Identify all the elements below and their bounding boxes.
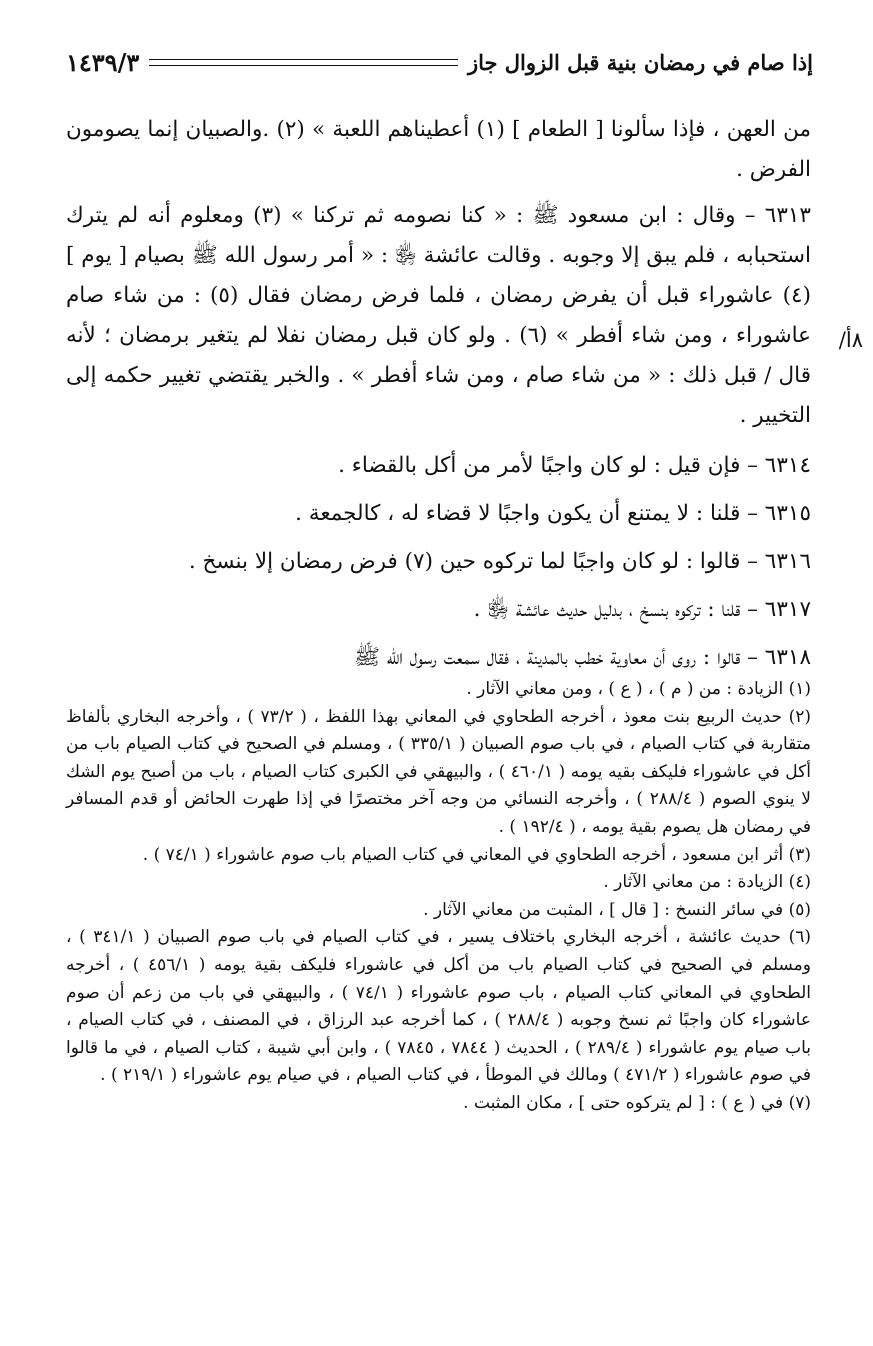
footnote-3: (٣) أثر ابن مسعود ، أخرجه الطحاوي في المعاني في كتاب الصيام باب صوم عاشوراء ( ٧٤/١ ) . [142,844,811,865]
paragraph-continuation: من العهن ، فإذا سألونا [ الطعام ] (١) أعطيناهم اللعبة » (٢) .والصبيان إنما يصومون الفرض . [66,117,811,182]
paragraph-6316: ٦٣١٦ – قالوا : لو كان واجبًا لما تركوه حين (٧) فرض رمضان إلا بنسخ . [188,549,811,574]
paragraph-6318: ٦٣١٨ – قالوا : روى أن معاوية خطب بالمدينة ، فقال سمعت رسول الله ﷺ [353,645,811,670]
paragraph-6315: ٦٣١٥ – قلنا : لا يمتنع أن يكون واجبًا لا قضاء له ، كالجمعة . [295,501,811,526]
margin-folio-note: /٨أ [838,328,863,352]
footnote-7: (٧) في ( ع ) : [ لم يتركوه حتى ] ، مكان المثبت . [463,1092,811,1113]
paragraph-6317: ٦٣١٧ – قلنا : تركوه بنسخ ، بدليل حديث عائشة ﵂ . [473,597,811,622]
main-text [66,110,811,682]
footnote-2: (٢) حديث الربيع بنت معوذ ، أخرجه الطحاوي في المعاني بهذا اللفظ ، ( ٧٣/٢ ) ، وأخرجه البخاري بألفاظ متقاربة في كتاب الصيام ، في باب صوم الصبيان ( ٣٣٥/١ ) ، ومسلم في الصحيح في كتاب الصيام باب من أكل في عاشوراء فليكف بقيه يومه ( ٤٦٠/١ ) ، والبيهقي في الكبرى كتاب الصيام ، باب من أصبح يوم الشك لا ينوي الصوم ( ٢٨٨/٤ ) ، وأخرجه النسائي من وجه آخر مختصرًا في إذا طهرت الحائض أو قدم المسافر في رمضان هل يصوم بقية يومه ، ( ١٩٢/٤ ) . [66,706,812,837]
page-number: ١٤٣٩/٣ [66,47,140,77]
footnote-1: (١) الزيادة : من ( م ) ، ( ع ) ، ومن معاني الآثار . [466,679,811,699]
footnote-separator [66,668,811,669]
header-rule [149,59,458,66]
running-header [66,42,813,82]
footnote-6: (٦) حديث عائشة ، أخرجه البخاري باختلاف يسير ، في كتاب الصيام في باب صوم الصبيان ( ٣٤١/١ ) ، ومسلم في الصحيح في كتاب الصيام باب من أكل في عاشوراء فليكف بقية يومه ( ٤٥٦/١ ) ، أخرجه الطحاوي في المعاني كتاب الصيام ، باب صوم عاشوراء ( ٧٤/١ ) ، والبيهقي في باب من زعم أن صوم عاشوراء كان واجبًا ثم نسخ وجوبه ( ٢٨٨/٤ ) ، كما أخرجه عبد الرزاق ، في المصنف ، في كتاب الصيام ، باب صيام يوم عاشوراء ( ٢٨٩/٤ ) ، الحديث ( ٧٨٤٤ ، ٧٨٤٥ ) ، وابن أبي شيبة ، كتاب الصيام ، في ما قالوا في صوم عاشوراء ( ٤٧١/٢ ) ومالك في الموطأ ، في كتاب الصيام ، في صيام يوم عاشوراء ( ٢١٩/١ ) . [66,927,812,1086]
footnote-4: (٤) الزيادة : من معاني الآثار . [603,872,811,893]
footnote-5: (٥) في سائر النسخ : [ قال ] ، المثبت من معاني الآثار . [423,899,811,920]
paragraph-6313: ٦٣١٣ – وقال : ابن مسعود ﷺ : « كنا نصومه ثم تركنا » (٣) ومعلوم أنه لم يترك استحبابه ، فلم يبق إلا وجوبه . وقالت عائشة ﵂ : « أمر رسول الله ﷺ بصيام [ يوم ] (٤) عاشوراء قبل أن يفرض رمضان ، فلما فرض رمضان فقال (٥) : من شاء صام عاشوراء ، ومن شاء أفطر » (٦) . ولو كان قبل رمضان نفلا لم يتغير برمضان ؛ لأنه قال / قبل ذلك : « من شاء صام ، ومن شاء أفطر » . والخبر يقتضي تغيير حكمه إلى التخيير . [66,203,811,428]
footnotes [66,676,811,1118]
paragraph-6314: ٦٣١٤ – فإن قيل : لو كان واجبًا لأمر من أكل بالقضاء . [338,453,811,478]
header-title: إذا صام في رمضان بنية قبل الزوال جاز [467,49,813,75]
